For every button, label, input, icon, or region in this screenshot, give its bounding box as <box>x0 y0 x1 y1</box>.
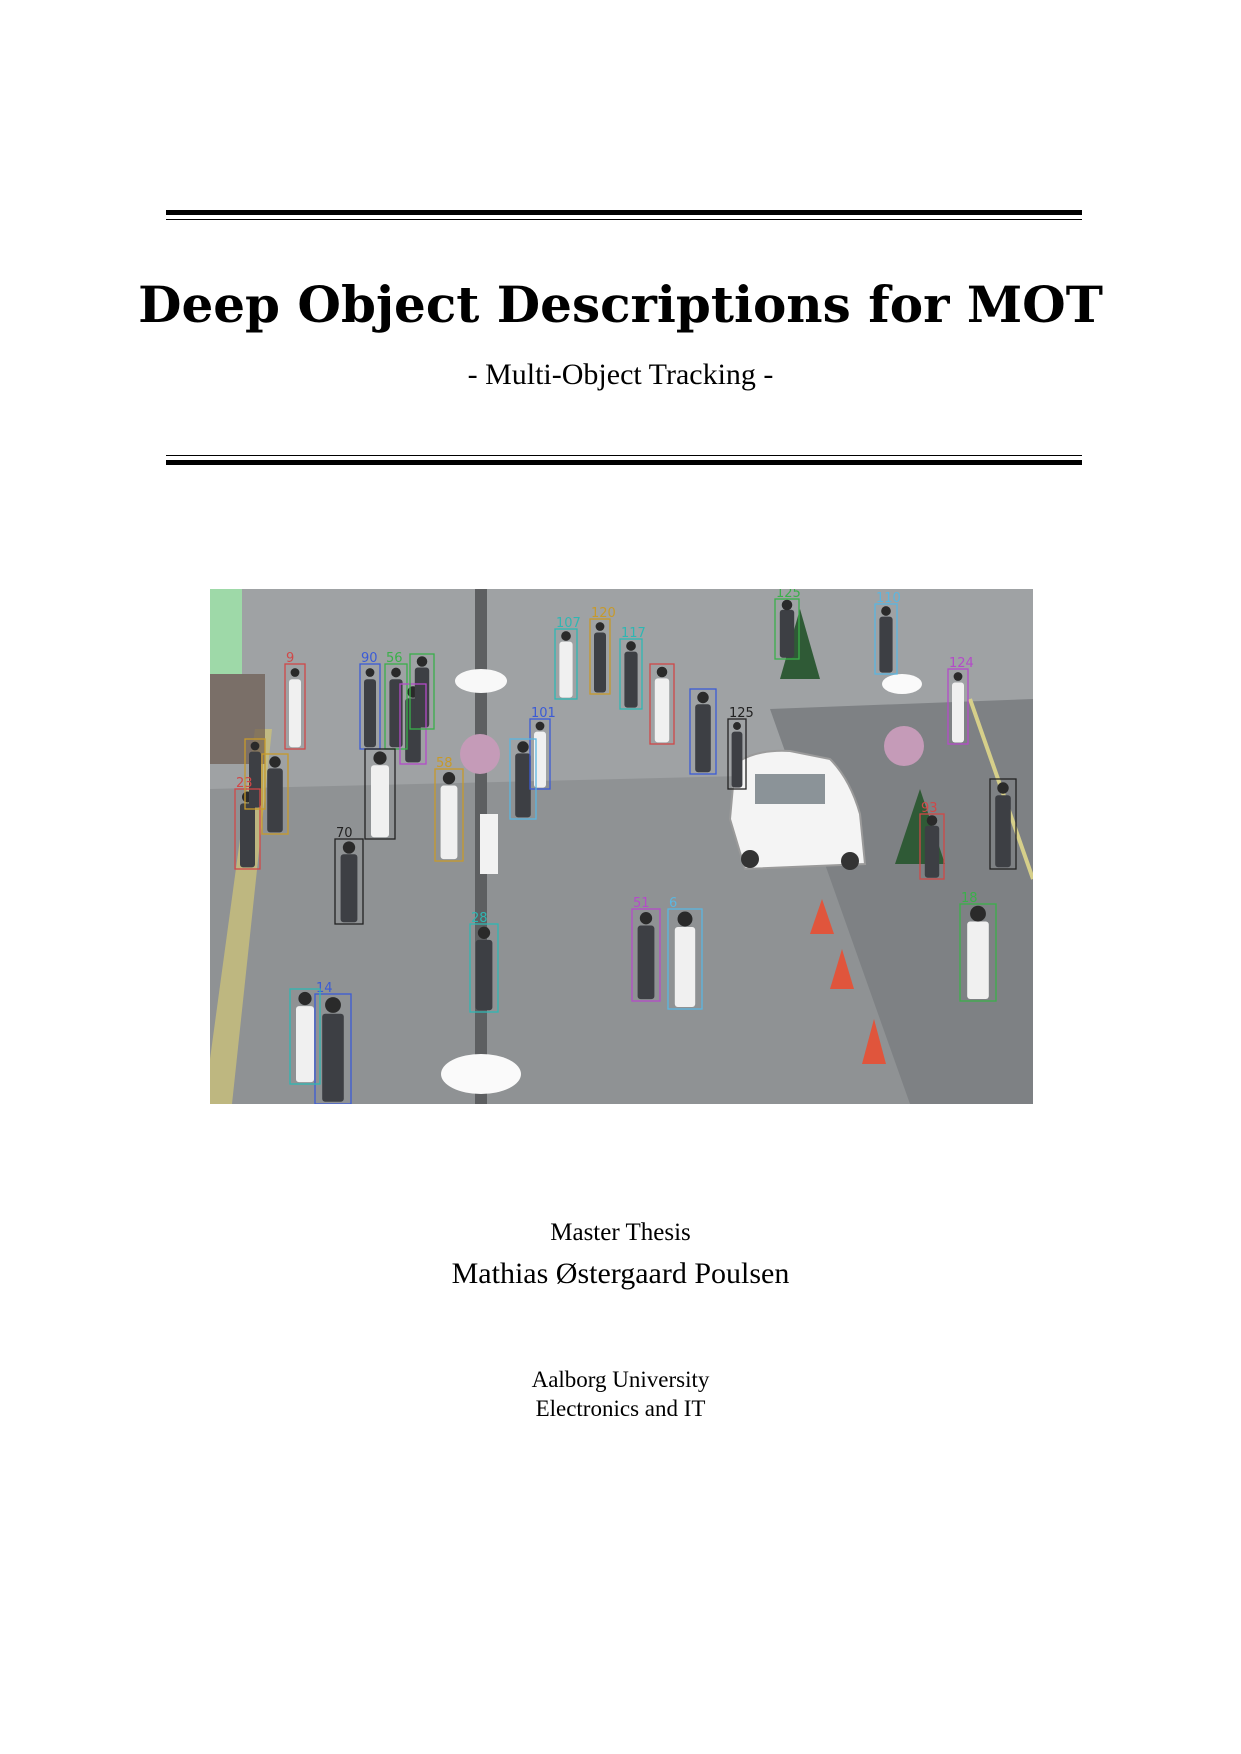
pedestrian-figure <box>364 679 376 747</box>
pedestrian-head <box>596 622 605 631</box>
pedestrian-head <box>536 722 545 731</box>
pedestrian-figure <box>675 927 695 1007</box>
page-subtitle: - Multi-Object Tracking - <box>467 358 774 391</box>
cover-image-street-tracking <box>210 589 1033 1104</box>
track-id-label: 14 <box>316 981 333 996</box>
pedestrian-figure <box>559 642 572 698</box>
university-name: Aalborg University <box>531 1367 710 1392</box>
top-rule-thick <box>166 210 1082 215</box>
pedestrian-head <box>626 641 636 651</box>
pedestrian-head <box>366 668 375 677</box>
track-id-label: 58 <box>436 756 453 771</box>
pedestrian-head <box>954 672 963 681</box>
pedestrian-head <box>678 912 693 927</box>
track-id-label: 6 <box>669 896 678 911</box>
pedestrian-figure <box>322 1014 344 1102</box>
track-id-label: 125 <box>776 589 801 601</box>
middle-rule-thin <box>166 455 1082 456</box>
pedestrian-figure <box>925 826 939 878</box>
track-id-label: 110 <box>876 591 901 606</box>
pedestrian-head <box>997 782 1008 793</box>
pedestrian-head <box>291 668 300 677</box>
pedestrian-head <box>269 756 280 767</box>
pedestrian-head <box>373 751 386 764</box>
cover-image-drawing <box>210 589 1033 1104</box>
pedestrian-head <box>640 912 652 924</box>
track-id-label: 117 <box>621 626 646 641</box>
pedestrian-head <box>325 997 341 1013</box>
pedestrian-head <box>391 668 401 678</box>
pedestrian-figure <box>515 753 531 817</box>
track-id-label: 23 <box>236 776 253 791</box>
pedestrian-head <box>657 667 668 678</box>
department-name: Electronics and IT <box>535 1396 706 1421</box>
pedestrian-figure <box>995 795 1011 867</box>
pedestrian-figure <box>371 765 389 837</box>
page-title: Deep Object Descriptions for MOT <box>138 275 1103 334</box>
pedestrian-figure <box>594 633 606 693</box>
pedestrian-head <box>343 841 355 853</box>
pedestrian-figure <box>441 786 458 860</box>
pedestrian-figure <box>638 926 655 1000</box>
pedestrian-figure <box>695 704 711 772</box>
track-id-label: 51 <box>633 896 650 911</box>
pedestrian-figure <box>780 610 794 658</box>
track-id-label: 101 <box>531 706 556 721</box>
track-id-label: 18 <box>961 891 978 906</box>
track-id-label: 107 <box>556 616 581 631</box>
author-name: Mathias Østergaard Poulsen <box>451 1257 790 1290</box>
pedestrian-figure <box>952 683 964 743</box>
pedestrian-figure <box>341 854 358 922</box>
top-rule-thin <box>166 219 1082 220</box>
pedestrian-head <box>417 656 428 667</box>
track-id-label: 9 <box>286 651 295 666</box>
track-id-label: 70 <box>336 826 353 841</box>
track-id-label: 124 <box>949 656 974 671</box>
thesis-type: Master Thesis <box>550 1219 691 1246</box>
pedestrian-head <box>298 992 311 1005</box>
track-id-label: 93 <box>921 801 938 816</box>
pedestrian-head <box>443 772 455 784</box>
pedestrian-head <box>517 741 528 752</box>
track-id-label: 120 <box>591 606 616 621</box>
pedestrian-figure <box>296 1006 314 1082</box>
pedestrian-figure <box>476 940 493 1010</box>
pedestrian-figure <box>240 803 255 867</box>
middle-rule-thick <box>166 460 1082 465</box>
track-id-label: 28 <box>471 911 488 926</box>
pedestrian-head <box>782 600 793 611</box>
pedestrian-head <box>697 692 708 703</box>
pedestrian-head <box>733 722 741 730</box>
pedestrian-head <box>970 906 986 922</box>
pedestrian-figure <box>967 921 989 999</box>
track-id-label: 56 <box>386 651 403 666</box>
pedestrian-figure <box>289 679 301 747</box>
pedestrian-head <box>881 606 891 616</box>
pedestrian-head <box>478 927 490 939</box>
pedestrian-figure <box>655 678 669 742</box>
pedestrian-figure <box>732 732 743 788</box>
pedestrian-figure <box>267 768 283 832</box>
pedestrian-head <box>251 742 260 751</box>
pedestrian-figure <box>624 652 637 708</box>
track-id-label: 125 <box>729 706 754 721</box>
pedestrian-head <box>927 815 938 826</box>
pedestrian-figure <box>415 668 429 728</box>
pedestrian-figure <box>879 617 892 673</box>
track-id-label: 90 <box>361 651 378 666</box>
pedestrian-head <box>561 631 571 641</box>
